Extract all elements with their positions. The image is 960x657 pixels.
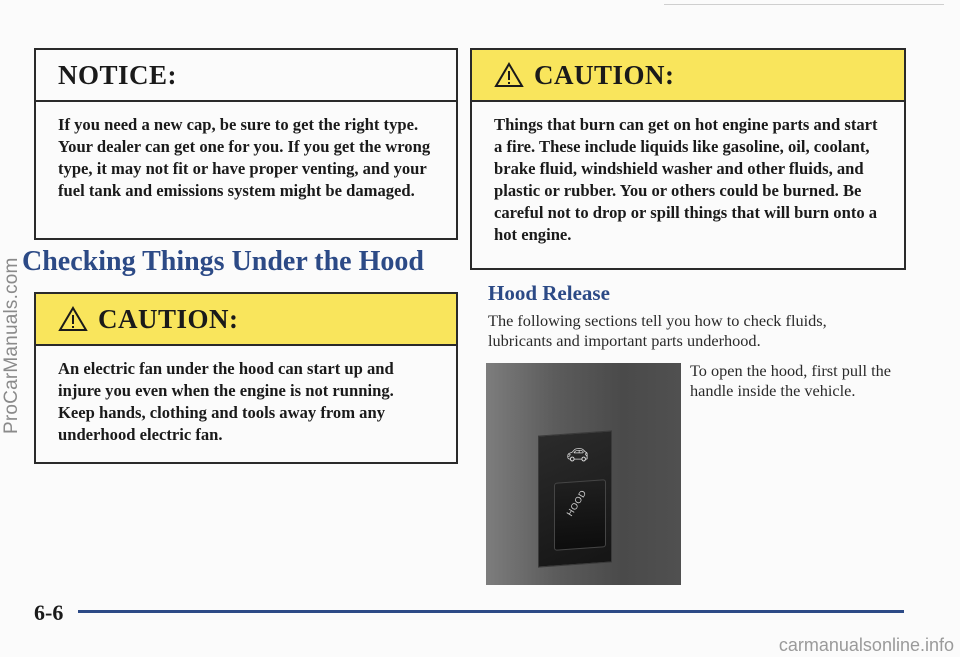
page-rule <box>78 610 904 613</box>
bottom-watermark: carmanualsonline.info <box>778 635 954 655</box>
side-watermark: ProCarManuals.com <box>1 257 22 435</box>
notice-text: If you need a new cap, be sure to get the right type. Your dealer can get one for you. If you get the wrong type, it may not fit or have proper venting, and your fuel tank and emissions system might be damaged. <box>58 115 431 200</box>
caution-fire-text: Things that burn can get on hot engine parts and start a fire. These include liquids like gasoline, oil, coolant, brake fluid, windshield washer and other fluids, and plastic or rubber. You or others could be burned. Be careful not to drop or spill things that will burn onto a hot engine. <box>494 115 878 244</box>
top-scan-line <box>664 4 944 5</box>
hood-label: HOOD <box>564 488 589 518</box>
notice-title: NOTICE: <box>36 50 456 102</box>
section-title: Checking Things Under the Hood <box>22 246 424 277</box>
warning-triangle-icon <box>494 62 524 88</box>
caution-fire-box <box>470 48 906 270</box>
hood-release-photo <box>486 363 681 585</box>
caution-fan-box <box>34 292 458 464</box>
hood-release-title: Hood Release <box>488 281 610 305</box>
caution-fan-header <box>36 294 456 346</box>
caution-fan-title: CAUTION: <box>98 303 239 334</box>
caution-fire-title: CAUTION: <box>534 59 675 90</box>
warning-triangle-icon <box>58 306 88 332</box>
hood-release-instruction: To open the hood, first pull the handle inside the vehicle. <box>690 361 891 400</box>
notice-box <box>34 48 458 240</box>
car-icon: 🚗︎ <box>566 445 589 466</box>
hood-release-intro: The following sections tell you how to check fluids, lubricants and important parts underhood. <box>488 311 827 350</box>
page-number: 6-6 <box>34 600 64 625</box>
caution-fire-header <box>472 50 904 102</box>
caution-fan-text: An electric fan under the hood can start up and injure you even when the engine is not running. Keep hands, clothing and tools away from any underhood electric fan. <box>58 359 394 444</box>
